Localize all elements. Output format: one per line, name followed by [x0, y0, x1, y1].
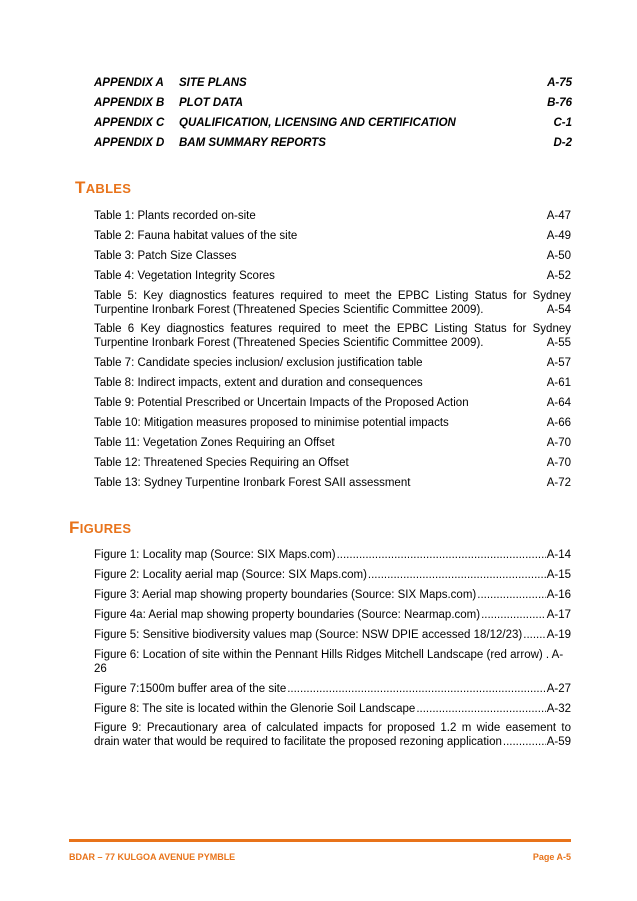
appendix-code: APPENDIX C	[94, 117, 165, 129]
table-entry[interactable]	[94, 356, 571, 370]
appendix-page: C-1	[553, 117, 572, 129]
table-entry-text-inner: Table 5: Key diagnostics features required to meet the EPBC Listing Status for Sydney Turpentine Ironbark Forest (Threatened Species Scientific Committee 2009).	[94, 290, 571, 316]
table-entry-text: Table 1: Plants recorded on-site	[94, 210, 256, 222]
figure-entry[interactable]	[94, 608, 571, 622]
table-entry-page: A-70	[546, 457, 571, 469]
figure-entry-page: A-17	[546, 609, 571, 621]
table-entry[interactable]	[94, 229, 571, 243]
appendix-title: QUALIFICATION, LICENSING AND CERTIFICATION	[179, 117, 456, 129]
appendix-page: A-75	[547, 77, 572, 89]
table-entry-page: A-50	[546, 250, 571, 262]
figures-heading-initial: F	[69, 518, 80, 537]
dot-leader	[503, 735, 546, 749]
figure-entry[interactable]	[94, 682, 571, 696]
table-entry[interactable]	[94, 209, 571, 223]
figure-entry-text: Figure 7:1500m buffer area of the site	[94, 683, 287, 695]
table-entry-text: Table 8: Indirect impacts, extent and duration and consequences	[94, 377, 423, 389]
appendix-code: APPENDIX D	[94, 137, 165, 149]
appendix-title: BAM SUMMARY REPORTS	[179, 137, 326, 149]
figure-entry-page: A-59	[546, 736, 571, 748]
table-entry-text: Table 11: Vegetation Zones Requiring an Offset	[94, 437, 335, 449]
figure-entry-text-continued: 26	[94, 663, 107, 675]
appendix-title: PLOT DATA	[179, 97, 244, 109]
table-entry[interactable]	[94, 456, 571, 470]
figures-heading-rest: IGURES	[79, 521, 132, 536]
appendix-page: B-76	[547, 97, 572, 109]
table-entry[interactable]	[94, 289, 571, 317]
appendix-code: APPENDIX B	[94, 97, 165, 109]
footer-document-title: BDAR – 77 KULGOA AVENUE PYMBLE	[69, 852, 236, 862]
table-entry-page: A-66	[546, 417, 571, 429]
figure-entry-page: A-19	[546, 629, 571, 641]
figure-entry-text: Figure 5: Sensitive biodiversity values map (Source: NSW DPIE accessed 18/12/23)	[94, 629, 523, 641]
table-entry-text	[94, 322, 571, 350]
figure-entry[interactable]	[94, 548, 571, 562]
figure-entry-text: Figure 4a: Aerial map showing property boundaries (Source: Nearmap.com)	[94, 609, 481, 621]
table-entry-text-inner: Table 6 Key diagnostics features required to meet the EPBC Listing Status for Sydney Turpentine Ironbark Forest (Threatened Species Scientific Committee 2009).	[94, 323, 571, 349]
table-entry-page: A-57	[546, 357, 571, 369]
table-entry-page: A-55	[546, 337, 571, 349]
figure-entry-page: A-16	[546, 589, 571, 601]
table-entry-page: A-70	[546, 437, 571, 449]
figure-entry-text: Figure 8: The site is located within the Glenorie Soil Landscape	[94, 703, 416, 715]
dot-leader	[337, 548, 546, 562]
figure-entry-page: A-14	[546, 549, 571, 561]
table-entry[interactable]	[94, 249, 571, 263]
table-entry-page: A-64	[546, 397, 571, 409]
dot-leader	[416, 702, 545, 716]
table-entry[interactable]	[94, 376, 571, 390]
figure-entry-text: Figure 3: Aerial map showing property boundaries (Source: SIX Maps.com)	[94, 589, 477, 601]
table-entry-text	[94, 289, 571, 317]
figure-entry-text: Figure 2: Locality aerial map (Source: SIX Maps.com)	[94, 569, 367, 581]
figure-entry[interactable]	[94, 628, 571, 642]
figure-entry[interactable]	[94, 702, 571, 716]
figure-entry-text-continued: drain water that would be required to facilitate the proposed rezoning application	[94, 736, 502, 748]
footer-rule	[69, 839, 571, 842]
table-entry-text: Table 12: Threatened Species Requiring an Offset	[94, 457, 349, 469]
tables-heading-initial: T	[75, 178, 86, 197]
table-entry[interactable]	[94, 322, 571, 350]
table-entry-text: Table 2: Fauna habitat values of the site	[94, 230, 298, 242]
table-entry-text: Table 4: Vegetation Integrity Scores	[94, 270, 275, 282]
tables-heading-rest: ABLES	[85, 181, 132, 196]
table-entry-page: A-54	[546, 304, 571, 316]
table-entry-page: A-47	[546, 210, 571, 222]
figure-entry-page: A-15	[546, 569, 571, 581]
figures-heading	[69, 518, 131, 538]
table-entry-text: Table 13: Sydney Turpentine Ironbark Forest SAII assessment	[94, 477, 411, 489]
table-entry[interactable]	[94, 476, 571, 490]
appendix-page: D-2	[553, 137, 572, 149]
dot-leader	[287, 682, 545, 696]
table-entry-page: A-72	[546, 477, 571, 489]
dot-leader	[368, 568, 546, 582]
table-entry-page: A-49	[546, 230, 571, 242]
figure-entry[interactable]	[94, 648, 571, 676]
table-entry[interactable]	[94, 269, 571, 283]
table-entry-text: Table 10: Mitigation measures proposed to minimise potential impacts	[94, 417, 449, 429]
tables-heading	[75, 178, 131, 198]
table-entry-text: Table 9: Potential Prescribed or Uncertain Impacts of the Proposed Action	[94, 397, 469, 409]
figure-entry-text: Figure 6: Location of site within the Pennant Hills Ridges Mitchell Landscape (red arrow) . A-	[94, 649, 564, 661]
figure-entry-text: Figure 9: Precautionary area of calculated impacts for proposed 1.2 m wide easement to	[94, 722, 571, 734]
appendix-code: APPENDIX A	[94, 77, 164, 89]
table-entry[interactable]	[94, 436, 571, 450]
figure-entry-page: A-32	[546, 703, 571, 715]
dot-leader	[523, 628, 545, 642]
figure-entry-text: Figure 1: Locality map (Source: SIX Maps.com)	[94, 549, 336, 561]
table-entry-text: Table 7: Candidate species inclusion/ exclusion justification table	[94, 357, 423, 369]
appendix-title: SITE PLANS	[179, 77, 247, 89]
table-entry-text: Table 3: Patch Size Classes	[94, 250, 237, 262]
figure-entry[interactable]	[94, 721, 571, 749]
figure-entry[interactable]	[94, 568, 571, 582]
dot-leader	[477, 588, 545, 602]
figure-entry[interactable]	[94, 588, 571, 602]
table-entry[interactable]	[94, 416, 571, 430]
dot-leader	[481, 608, 546, 622]
table-entry-page: A-61	[546, 377, 571, 389]
figure-entry-page: A-27	[546, 683, 571, 695]
table-entry-page: A-52	[546, 270, 571, 282]
table-entry[interactable]	[94, 396, 571, 410]
footer-page-number: Page A-5	[532, 852, 571, 862]
